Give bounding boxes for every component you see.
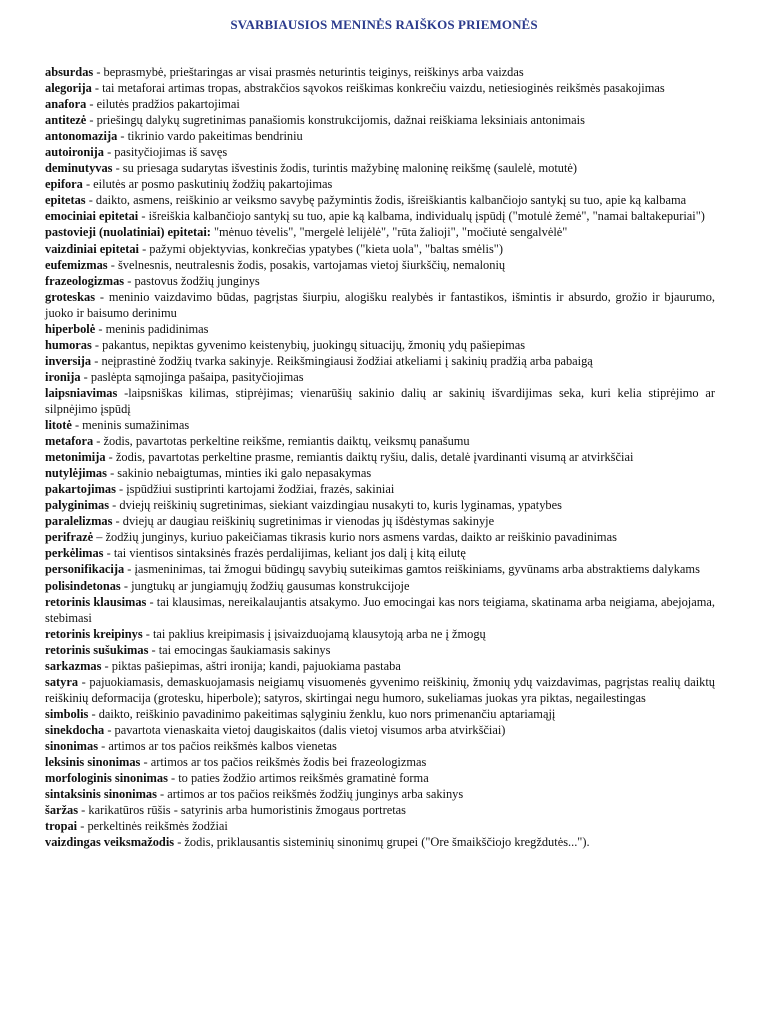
glossary-term: metafora bbox=[45, 434, 94, 449]
glossary-definition: - eilutės pradžios pakartojimai bbox=[86, 97, 240, 112]
glossary-term: sinonimas bbox=[45, 738, 99, 753]
glossary-entry bbox=[45, 513, 715, 529]
glossary-term: satyra bbox=[45, 674, 79, 689]
glossary-term: palyginimas bbox=[45, 498, 110, 513]
glossary-definition: - meninio vaizdavimo būdas, pagrįstas šiurpiu, alogišku realybės ir fantastikos, išmintis ir absurdo, grožio ir bjaurumo, juoko ir baisumo derinimu bbox=[45, 289, 715, 320]
glossary-entry bbox=[45, 241, 715, 257]
glossary-definition: - žodis, pavartotas perkeltine prasme, remiantis daiktų ryšiu, dalis, detalė įvardinanti visumą ar atvirkščiai bbox=[105, 450, 634, 465]
glossary-definition: - tai vientisos sintaksinės frazės perdalijimas, keliant jos dalį į kitą eilutę bbox=[103, 546, 466, 561]
glossary-entry bbox=[45, 818, 715, 834]
glossary-term: frazeologizmas bbox=[45, 273, 125, 288]
glossary-definition: - to paties žodžio artimos reikšmės gramatinė forma bbox=[167, 771, 429, 786]
glossary-entry bbox=[45, 706, 715, 722]
glossary-entry bbox=[45, 144, 715, 160]
glossary-entry bbox=[45, 497, 715, 513]
glossary-definition: - perkeltinės reikšmės žodžiai bbox=[77, 819, 228, 834]
glossary-definition: - dviejų reiškinių sugretinimas, siekiant vaizdingiau nusakyti to, kuris lyginamas, ypatybes bbox=[109, 498, 562, 513]
glossary-term: epifora bbox=[45, 177, 83, 192]
glossary-term: autoironija bbox=[45, 145, 104, 160]
glossary-entry bbox=[45, 545, 715, 561]
glossary-definition: - sakinio nebaigtumas, minties iki galo nepasakymas bbox=[106, 466, 372, 481]
glossary-list bbox=[45, 64, 715, 850]
glossary-term: morfologinis sinonimas bbox=[45, 771, 168, 786]
glossary-entry bbox=[45, 802, 715, 818]
glossary-definition: - švelnesnis, neutralesnis žodis, posakis, vartojamas vietoj šiurkščių, nemalonių bbox=[107, 257, 506, 272]
glossary-term: personifikacija bbox=[45, 562, 125, 577]
glossary-definition: - daikto, asmens, reiškinio ar veiksmo savybę pažymintis žodis, išreiškiantis kalbančiojo santykį su tuo, apie ką kalbama bbox=[85, 193, 687, 208]
glossary-entry bbox=[45, 385, 715, 417]
glossary-entry bbox=[45, 786, 715, 802]
glossary-term: retorinis sušukimas bbox=[45, 642, 149, 657]
glossary-definition: - pastovus žodžių junginys bbox=[124, 273, 260, 288]
glossary-definition: - tikrinio vardo pakeitimas bendriniu bbox=[117, 129, 303, 144]
page-title: SVARBIAUSIOS MENINĖS RAIŠKOS PRIEMONĖS bbox=[230, 17, 538, 32]
glossary-definition: - meninis padidinimas bbox=[95, 321, 209, 336]
glossary-definition: - pavartota vienaskaita vietoj daugiskaitos (dalis vietoj visumos arba atvirkščiai) bbox=[104, 722, 506, 737]
glossary-entry bbox=[45, 529, 715, 545]
glossary-term: perifrazė bbox=[45, 530, 94, 545]
glossary-term: deminutyvas bbox=[45, 161, 113, 176]
glossary-definition: - piktas pašiepimas, aštri ironija; kandi, pajuokiama pastaba bbox=[101, 658, 401, 673]
glossary-entry bbox=[45, 834, 715, 850]
glossary-term: sinekdocha bbox=[45, 722, 105, 737]
glossary-term: alegorija bbox=[45, 81, 92, 96]
glossary-term: hiperbolė bbox=[45, 321, 96, 336]
glossary-entry bbox=[45, 594, 715, 626]
glossary-definition: - su priesaga sudarytas išvestinis žodis, turintis mažybinę maloninę reikšmę (saulelė, motutė) bbox=[112, 161, 578, 176]
glossary-term: perkėlimas bbox=[45, 546, 104, 561]
glossary-entry bbox=[45, 770, 715, 786]
glossary-definition: - paslėpta sąmojinga pašaipa, pasityčiojimas bbox=[80, 369, 304, 384]
glossary-entry bbox=[45, 433, 715, 449]
glossary-term: ironija bbox=[45, 369, 81, 384]
glossary-entry bbox=[45, 417, 715, 433]
glossary-entry bbox=[45, 64, 715, 80]
glossary-entry bbox=[45, 128, 715, 144]
glossary-definition: - artimos ar tos pačios reikšmės žodis bei frazeologizmas bbox=[140, 755, 427, 770]
glossary-definition: - pakantus, nepiktas gyvenimo keistenybių, juokingų situacijų, žmonių ydų pašiepimas bbox=[91, 337, 526, 352]
glossary-term: emociniai epitetai bbox=[45, 209, 139, 224]
glossary-term: sarkazmas bbox=[45, 658, 102, 673]
glossary-entry bbox=[45, 176, 715, 192]
glossary-entry bbox=[45, 337, 715, 353]
glossary-definition: - priešingų dalykų sugretinimas panašiomis konstrukcijomis, dažnai reiškiama leksiniais antonimais bbox=[86, 113, 585, 128]
glossary-term: epitetas bbox=[45, 193, 86, 208]
glossary-term: inversija bbox=[45, 353, 92, 368]
glossary-entry bbox=[45, 481, 715, 497]
glossary-entry bbox=[45, 561, 715, 577]
glossary-definition: - daikto, reiškinio pavadinimo pakeitimas sąlyginiu ženklu, kuo nors primenančiu aptariamąjį bbox=[88, 706, 556, 721]
glossary-entry bbox=[45, 738, 715, 754]
glossary-term: simbolis bbox=[45, 706, 89, 721]
glossary-term: vaizdingas veiksmažodis bbox=[45, 835, 175, 850]
glossary-definition: - pajuokiamasis, demaskuojamasis neigiamų visuomenės gyvenimo reiškinių, žmonių ydų vaizdavimas, pagrįstas realių daiktų reiškinių deformacija (grotesku, hiperbole); satyros, skirtingai negu humoro, sukeliamas juokas yra piktas, negailestingas bbox=[45, 674, 715, 705]
glossary-definition: - žodis, pavartotas perkeltine reikšme, remiantis daiktų, veiksmų panašumu bbox=[93, 434, 470, 449]
glossary-term: antonomazija bbox=[45, 129, 118, 144]
glossary-term: tropai bbox=[45, 819, 78, 834]
glossary-entry bbox=[45, 353, 715, 369]
glossary-definition: -laipsniškas kilimas, stiprėjimas; vienarūšių sakinio dalių ar sakinių išvardijimas seka, kuri kelia stiprėjimo ar silpnėjimo įspūdį bbox=[45, 385, 715, 416]
glossary-definition: – žodžių junginys, kuriuo pakeičiamas tikrasis kurio nors asmens vardas, daikto ar reiškinio pavadinimas bbox=[93, 530, 617, 545]
glossary-definition: - dviejų ar daugiau reiškinių sugretinimas ir vienodas jų išdėstymas sakinyje bbox=[112, 514, 495, 529]
glossary-term: pastovieji (nuolatiniai) epitetai: bbox=[45, 225, 211, 240]
glossary-definition: - tai metaforai artimas tropas, abstrakčios sąvokos reiškimas konkrečiu vaizdu, netiesioginės reikšmės pasakojimas bbox=[91, 81, 665, 96]
glossary-term: metonimija bbox=[45, 450, 106, 465]
glossary-definition: - karikatūros rūšis - satyrinis arba humoristinis žmogaus portretas bbox=[78, 803, 406, 818]
glossary-term: litotė bbox=[45, 418, 72, 433]
glossary-entry bbox=[45, 96, 715, 112]
glossary-term: retorinis kreipinys bbox=[45, 626, 143, 641]
glossary-definition: - išreiškia kalbančiojo santykį su tuo, apie ką kalbama, individualų įspūdį ("motulė žemė", "namai baltakepuriai") bbox=[138, 209, 705, 224]
glossary-definition: - meninis sumažinimas bbox=[71, 418, 190, 433]
glossary-entry bbox=[45, 626, 715, 642]
glossary-definition: - jungtukų ar jungiamųjų žodžių gausumas konstrukcijoje bbox=[120, 578, 410, 593]
glossary-entry bbox=[45, 273, 715, 289]
glossary-entry bbox=[45, 289, 715, 321]
glossary-entry bbox=[45, 465, 715, 481]
glossary-term: paralelizmas bbox=[45, 514, 113, 529]
glossary-entry bbox=[45, 754, 715, 770]
glossary-term: leksinis sinonimas bbox=[45, 755, 141, 770]
glossary-definition: - tai paklius kreipimasis į įsivaizduojamą klausytoją arba ne į žmogų bbox=[142, 626, 486, 641]
glossary-entry bbox=[45, 192, 715, 208]
glossary-term: retorinis klausimas bbox=[45, 594, 147, 609]
glossary-term: eufemizmas bbox=[45, 257, 108, 272]
glossary-term: absurdas bbox=[45, 65, 94, 79]
glossary-entry bbox=[45, 80, 715, 96]
glossary-entry bbox=[45, 224, 715, 240]
glossary-entry bbox=[45, 112, 715, 128]
glossary-definition: - beprasmybė, prieštaringas ar visai prasmės neturintis teiginys, reiškinys arba vaizdas bbox=[93, 65, 524, 79]
glossary-definition: - artimos ar tos pačios reikšmės kalbos vienetas bbox=[98, 738, 337, 753]
glossary-definition: - tai emocingas šaukiamasis sakinys bbox=[148, 642, 331, 657]
glossary-definition: - pažymi objektyvias, konkrečias ypatybes ("kieta uola", "baltas smėlis") bbox=[138, 241, 503, 256]
glossary-entry bbox=[45, 674, 715, 706]
glossary-definition: - eilutės ar posmo paskutinių žodžių pakartojimas bbox=[82, 177, 333, 192]
glossary-entry bbox=[45, 449, 715, 465]
glossary-term: polisindetonas bbox=[45, 578, 121, 593]
glossary-definition: - tai klausimas, nereikalaujantis atsakymo. Juo emocingai kas nors teigiama, skatinama arba neigiama, abejojama, stebimasi bbox=[45, 594, 715, 625]
glossary-term: šaržas bbox=[45, 803, 79, 818]
glossary-definition: - žodis, priklausantis sisteminių sinonimų grupei ("Ore šmaikščiojo kregždutės..."). bbox=[174, 835, 590, 850]
glossary-entry bbox=[45, 369, 715, 385]
glossary-term: pakartojimas bbox=[45, 482, 116, 497]
glossary-term: anafora bbox=[45, 97, 87, 112]
glossary-entry bbox=[45, 658, 715, 674]
glossary-definition: "mėnuo tėvelis", "mergelė lelijėlė", "rūta žalioji", "močiutė sengalvėlė" bbox=[210, 225, 568, 240]
glossary-definition: - įasmeninimas, tai žmogui būdingų savybių suteikimas gamtos reiškiniams, gyvūnams arba abstraktiems dalykams bbox=[124, 562, 700, 577]
glossary-definition: - artimos ar tos pačios reikšmės žodžių junginys arba sakinys bbox=[156, 787, 464, 802]
glossary-entry bbox=[45, 722, 715, 738]
glossary-term: nutylėjimas bbox=[45, 466, 107, 481]
glossary-definition: - pasityčiojimas iš savęs bbox=[103, 145, 228, 160]
glossary-term: vaizdiniai epitetai bbox=[45, 241, 139, 256]
glossary-entry bbox=[45, 160, 715, 176]
glossary-term: laipsniavimas bbox=[45, 385, 118, 400]
glossary-term: humoras bbox=[45, 337, 92, 352]
glossary-entry bbox=[45, 321, 715, 337]
glossary-term: sintaksinis sinonimas bbox=[45, 787, 157, 802]
glossary-entry bbox=[45, 578, 715, 594]
glossary-definition: - neįprastinė žodžių tvarka sakinyje. Reikšmingiausi žodžiai atkeliami į sakinių pradžią arba pabaigą bbox=[91, 353, 593, 368]
glossary-entry bbox=[45, 642, 715, 658]
glossary-term: antitezė bbox=[45, 113, 87, 128]
glossary-definition: - įspūdžiui sustiprinti kartojami žodžiai, frazės, sakiniai bbox=[115, 482, 395, 497]
glossary-entry bbox=[45, 208, 715, 224]
glossary-entry bbox=[45, 257, 715, 273]
glossary-term: groteskas bbox=[45, 289, 96, 304]
